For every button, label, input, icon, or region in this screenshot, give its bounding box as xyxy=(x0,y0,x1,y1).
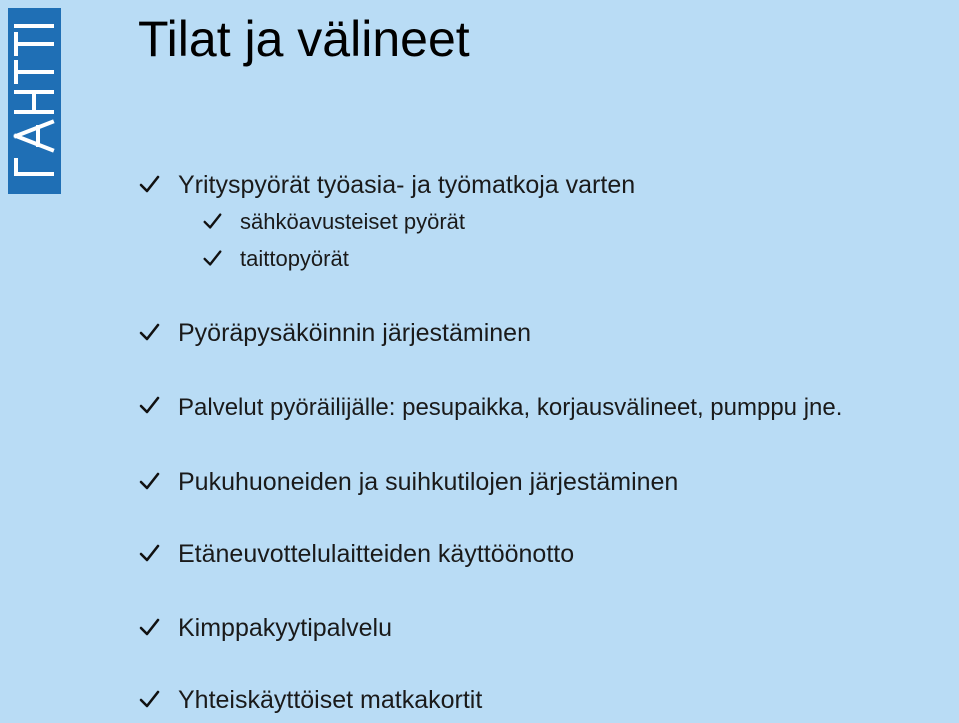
list-item: Etäneuvottelulaitteiden käyttöönotto xyxy=(178,540,575,568)
check-icon xyxy=(201,210,225,234)
list-subitem: taittopyörät xyxy=(240,246,349,271)
check-icon xyxy=(137,320,161,344)
list-item: Pyöräpysäköinnin järjestäminen xyxy=(178,319,531,347)
check-icon xyxy=(137,541,161,565)
lahti-logo xyxy=(8,8,61,194)
list-item: Kimppakyytipalvelu xyxy=(178,614,392,642)
list-item: Pukuhuoneiden ja suihkutilojen järjestäminen xyxy=(178,468,679,496)
list-subitem: sähköavusteiset pyörät xyxy=(240,209,466,234)
lahti-logo-mark xyxy=(8,8,61,194)
check-icon xyxy=(201,247,225,271)
list-item: Yrityspyörät työasia- ja työmatkoja varten xyxy=(178,171,636,199)
slide-title: Tilat ja välineet xyxy=(138,11,470,67)
list-item: Yhteiskäyttöiset matkakortit xyxy=(178,686,483,714)
check-icon xyxy=(137,615,161,639)
check-icon xyxy=(137,687,161,711)
list-item: Palvelut pyöräilijälle: pesupaikka, korjausvälineet, pumppu jne. xyxy=(178,394,843,421)
check-icon xyxy=(137,393,161,417)
check-icon xyxy=(137,469,161,493)
check-icon xyxy=(137,172,161,196)
